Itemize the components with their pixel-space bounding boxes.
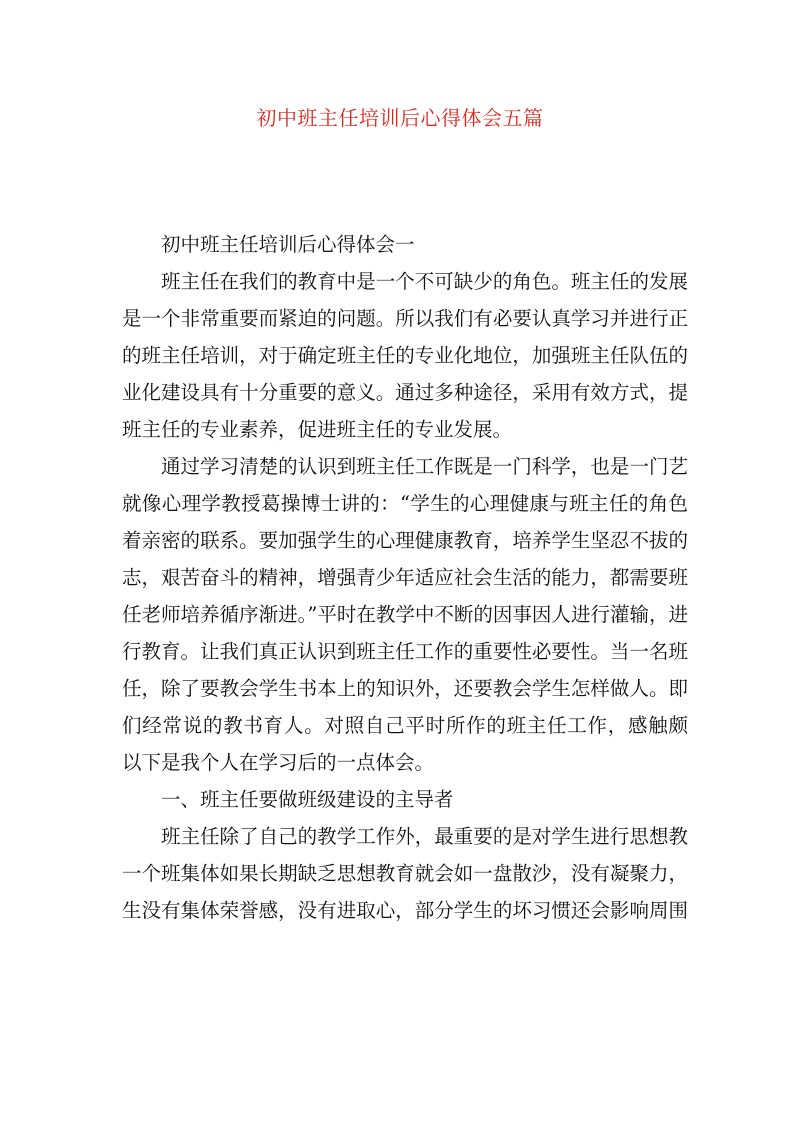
text-line: 行教育。让我们真正认识到班主任工作的重要性必要性。当一名班 [122, 640, 688, 663]
text-line: 一、班主任要做班级建设的主导者 [161, 788, 454, 811]
text-line: 通过学习清楚的认识到班主任工作既是一门科学，也是一门艺 [161, 455, 688, 478]
text-line: 就像心理学教授葛操博士讲的：“学生的心理健康与班主任的角色 [122, 492, 688, 515]
text-line: 任，除了要教会学生书本上的知识外，还要教会学生怎样做人。即 [122, 677, 688, 700]
text-line: 志，艰苦奋斗的精神，增强青少年适应社会生活的能力，都需要班 [122, 566, 688, 589]
document-body [122, 226, 688, 929]
text-line: 班主任除了自己的教学工作外，最重要的是对学生进行思想教 [161, 825, 688, 848]
text-line: 们经常说的教书育人。对照自己平时所作的班主任工作，感触颇 [122, 714, 688, 737]
text-line: 的班主任培训，对于确定班主任的专业化地位，加强班主任队伍的 [122, 344, 688, 367]
text-line: 班主任的专业素养，促进班主任的专业发展。 [122, 418, 513, 441]
text-line: 着亲密的联系。要加强学生的心理健康教育，培养学生坚忍不拔的 [122, 529, 688, 552]
text-line: 初中班主任培训后心得体会一 [161, 233, 415, 256]
text-line: 业化建设具有十分重要的意义。通过多种途径，采用有效方式，提 [122, 381, 688, 404]
text-line: 一个班集体如果长期缺乏思想教育就会如一盘散沙，没有凝聚力， [122, 862, 688, 885]
document-title: 初中班主任培训后心得体会五篇 [256, 106, 544, 130]
text-line: 生没有集体荣誉感，没有进取心，部分学生的坏习惯还会影响周围 [122, 899, 688, 922]
text-line: 任老师培养循序渐进。”平时在教学中不断的因事因人进行灌输，进 [122, 603, 688, 626]
text-line: 是一个非常重要而紧迫的问题。所以我们有必要认真学习并进行正 [122, 307, 688, 330]
text-line: 班主任在我们的教育中是一个不可缺少的角色。班主任的发展 [161, 270, 688, 293]
text-line: 以下是我个人在学习后的一点体会。 [122, 751, 435, 774]
